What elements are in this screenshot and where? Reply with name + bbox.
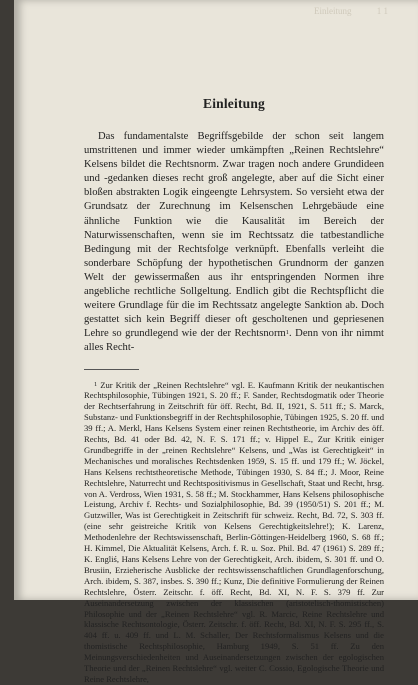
page-content <box>84 96 384 685</box>
body-text: Das fundamentalste Begriffsgebilde der schon seit langem umstrittenen und immer wieder umkämpften „Reinen Rechtslehre“ Kelsens bildet die Rechtsnorm. Zwar tragen noch andere Grundideen und -gedanken dieses recht groß angelegte, aber auf die Sicht einer bloßen abstrakten Logik eingeengte Lehrsystem. So versieht etwa der Grundsatz der Zurechnung im Kelsenschen Lehrgebäude eine ähnliche Funktion wie die Kausalität im Bereich der Naturwissenschaften, wenn sie im Rechtssatz die tatbestandliche Bedingung mit der Rechtsfolge verknüpft. Ebenfalls verleiht die sonderbare Schöpfung der hypothetischen Grundnorm der ganzen Welt der gewissermaßen aus ihr entspringenden Normen ihre angebliche rechtliche Sollgeltung. Endlich gibt die Rechtspflicht die weitere Grundlage für die im Rechtssatz angelegte Sanktion ab. Doch gestattet sich kein Begriff dieser oft gescholtenen und gepriesenen Lehre so grundlegend wie der der Rechtsnorm <box>84 131 384 340</box>
footnote <box>84 380 384 685</box>
book-page <box>14 0 418 684</box>
bleed-through-title: Einleitung <box>314 6 352 16</box>
body-paragraph <box>84 130 384 356</box>
chapter-title: Einleitung <box>202 96 266 111</box>
footnote-reference: 1 <box>285 329 289 337</box>
footnote-text: Zur Kritik der „Reinen Rechtslehre“ vgl. E. Kaufmann Kritik der neukantischen Rechtsphilosophie, Tübingen 1921, S. 20 ff.; F. Sander, Rechtsdogmatik oder Theorie der Rechtserfahrung in Zeitschrift für öff. Recht, Bd. II, 1921, S. 511 ff.; S. Marck, Substanz- und Funktionsbegriff in der Rechtsphilosophie, Tübingen 1925, S. 20 ff. und 39 ff.; A. Merkl, Hans Kelsens System einer reinen Rechtstheorie, im Archiv des öff. Rechts, Bd. 41 oder Bd. 42, N. F. S. 171 ff.; v. Hippel E., Zur Kritik einiger Grundbegriffe in der „reinen Rechtslehre“ Kelsens, und „Was ist Gerechtigkeit“ in Mechanisches und moralisches Rechtsdenken 1959, S. 15 ff. und 179 ff.; W. Jöckel, Hans Kelsens rechtstheoretische Methode, Tübingen 1930, S. 84 ff.; J. Moor, Reine Rechtslehre, Naturrecht und Rechtspositivismus in Gesellschaft, Staat und Recht, hrsg. von A. Verdross, Wien 1931, S. 58 ff.; M. Stockhammer, Hans Kelsens philosophische Leistung, Archiv f. Rechts- und Sozialphilosophie, Bd. 39 (1950/51) S. 201 ff.; M. Gutzwiller, Was ist Gerechtigkeit in Zeitschrift für schweiz. Recht, Bd. 72, S. 303 ff. (eine sehr geistreiche Kritik von Kelsens Gerechtigkeitslehre!); K. Larenz, Methodenlehre der Rechtswissenschaft, Berlin-Göttingen-Heidelberg 1960, S. 68 ff.; H. Kimmel, Die Aktualität Kelsens, Arch. f. R. u. Soz. Phil. Bd. 47 (1961) S. 289 ff.; K. Engliś, Hans Kelsens Lehre von der Gerechtigkeit, Arch. ibidem, S. 301 ff. und O. Brusiin, Erzieherische Ausblicke der rechtswissenschaftlichen Grundlagenforschung, Arch. ibidem, S. 387, insbes. S. 390 ff.; Kunz, Die definitive Formulierung der Reinen Rechtslehre, Österr. Zeitschr. f. öff. Recht, Bd. XI, N. F. S. 379 ff. Zur Auseinandersetzung zwischen der klassischen (aristotelisch-thomistischen) Philosophie und der „Reinen Rechtslehre“ vgl. R. Marcic, Reine Rechtslehre und klassische Rechtsontologie, Österr. Zeitschr. f. öff. Recht, Bd. XI, N. F. S. 295 ff., S. 404 ff. u. 409 ff. und L. M. Schaller, Der Rechtsformalismus Kelsens und die thomistische Rechtsphilosophie, Hamburg 1949, S. 51 ff. Zu den Meinungsverschiedenheiten und Auseinandersetzungen zwischen der egologischen Theorie und der „Reinen Rechtslehre“ vgl. weiter C. Cossio, Egologische Theorie und Reine Rechtslehre, <box>84 379 385 684</box>
footnote-divider <box>84 369 139 370</box>
bleed-through-header <box>14 6 418 20</box>
footnote-number: 1 <box>94 380 98 388</box>
bleed-through-page-number: 1 1 <box>376 6 388 16</box>
body-text-tail: . Denn von ihr nimmt alles Recht- <box>84 328 384 354</box>
